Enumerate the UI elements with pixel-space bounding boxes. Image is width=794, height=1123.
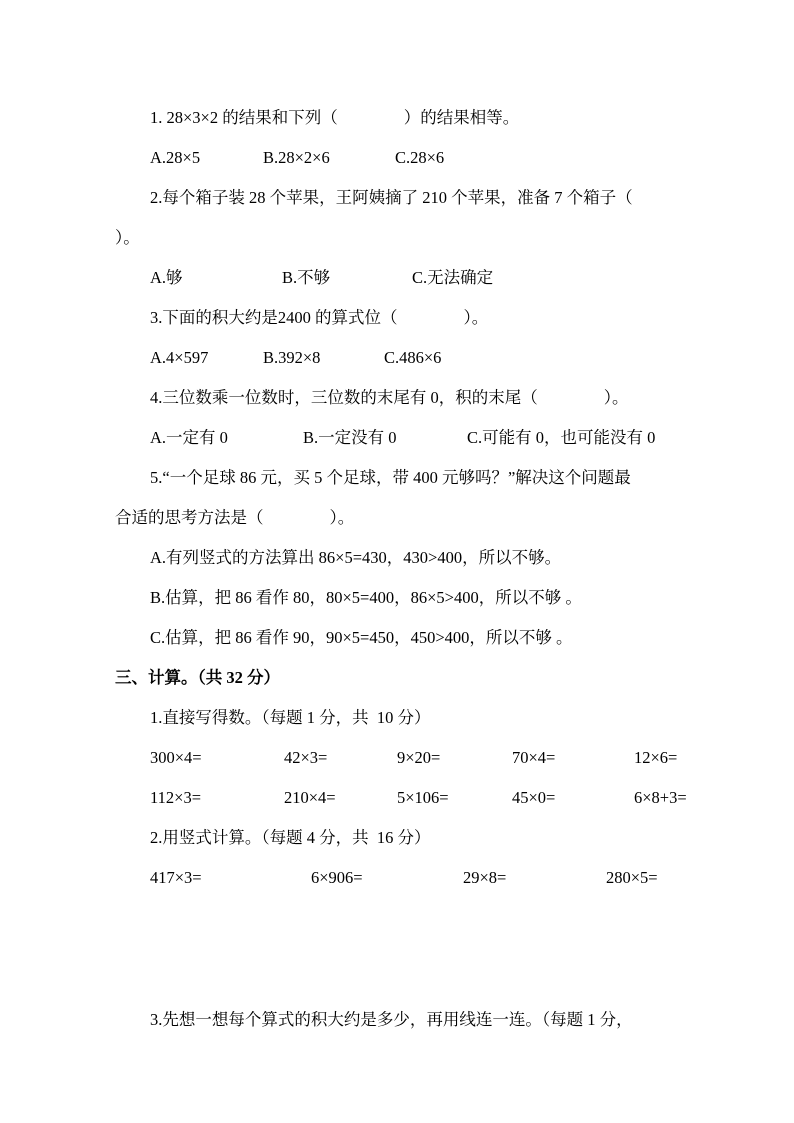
calc-item: 9×20= <box>397 748 441 767</box>
calc-item: 42×3= <box>284 748 328 767</box>
calc-item: 6×8+3= <box>634 788 687 807</box>
question-5-text-line2: 合适的思考方法是（ ）。 <box>115 508 355 527</box>
question-3-option-a: A.4×597 <box>150 348 209 367</box>
question-5-option-a: A.有列竖式的方法算出 86×5=430，430>400，所以不够。 <box>150 548 562 567</box>
question-4-option-b: B.一定没有 0 <box>303 428 397 447</box>
question-4-option-a: A.一定有 0 <box>150 428 228 447</box>
calc-item: 112×3= <box>150 788 201 807</box>
question-3-text: 3.下面的积大约是2400 的算式位（ ）。 <box>150 308 489 327</box>
part-2-title: 2.用竖式计算。（每题 4 分，共 16 分） <box>150 828 431 847</box>
section-3-heading: 三、计算。（共 32 分） <box>115 668 280 687</box>
question-4-option-c: C.可能有 0，也可能没有 0 <box>467 428 656 447</box>
question-2-option-a: A.够 <box>150 268 183 287</box>
question-5-option-b: B.估算，把 86 看作 80，80×5=400，86×5>400，所以不够 。 <box>150 588 582 607</box>
vertical-calc-item: 417×3= <box>150 868 202 887</box>
vertical-calc-item: 280×5= <box>606 868 658 887</box>
part-1-title: 1.直接写得数。（每题 1 分，共 10 分） <box>150 708 431 727</box>
question-2-text-line2: ）。 <box>115 228 140 247</box>
calc-item: 300×4= <box>150 748 202 767</box>
vertical-calc-item: 6×906= <box>311 868 363 887</box>
question-1-option-c: C.28×6 <box>395 148 445 167</box>
part-3-title: 3.先想一想每个算式的积大约是多少，再用线连一连。（每题 1 分， <box>150 1010 633 1029</box>
question-2-option-c: C.无法确定 <box>412 268 494 287</box>
calc-item: 5×106= <box>397 788 449 807</box>
question-4-text: 4.三位数乘一位数时，三位数的末尾有 0，积的末尾（ ）。 <box>150 388 629 407</box>
question-5-text-line1: 5.“一个足球 86 元，买 5 个足球，带 400 元够吗？”解决这个问题最 <box>150 468 631 487</box>
calc-item: 45×0= <box>512 788 556 807</box>
question-1-text: 1. 28×3×2 的结果和下列（ ）的结果相等。 <box>150 108 520 127</box>
question-2-text-line1: 2.每个箱子装 28 个苹果，王阿姨摘了 210 个苹果，准备 7 个箱子（ <box>150 188 633 207</box>
question-3-option-c: C.486×6 <box>384 348 442 367</box>
question-2-option-b: B.不够 <box>282 268 331 287</box>
calc-item: 210×4= <box>284 788 336 807</box>
calc-item: 12×6= <box>634 748 678 767</box>
question-3-option-b: B.392×8 <box>263 348 321 367</box>
question-1-option-a: A.28×5 <box>150 148 201 167</box>
vertical-calc-item: 29×8= <box>463 868 507 887</box>
question-1-option-b: B.28×2×6 <box>263 148 330 167</box>
question-5-option-c: C.估算，把 86 看作 90，90×5=450，450>400，所以不够 。 <box>150 628 573 647</box>
calc-item: 70×4= <box>512 748 556 767</box>
